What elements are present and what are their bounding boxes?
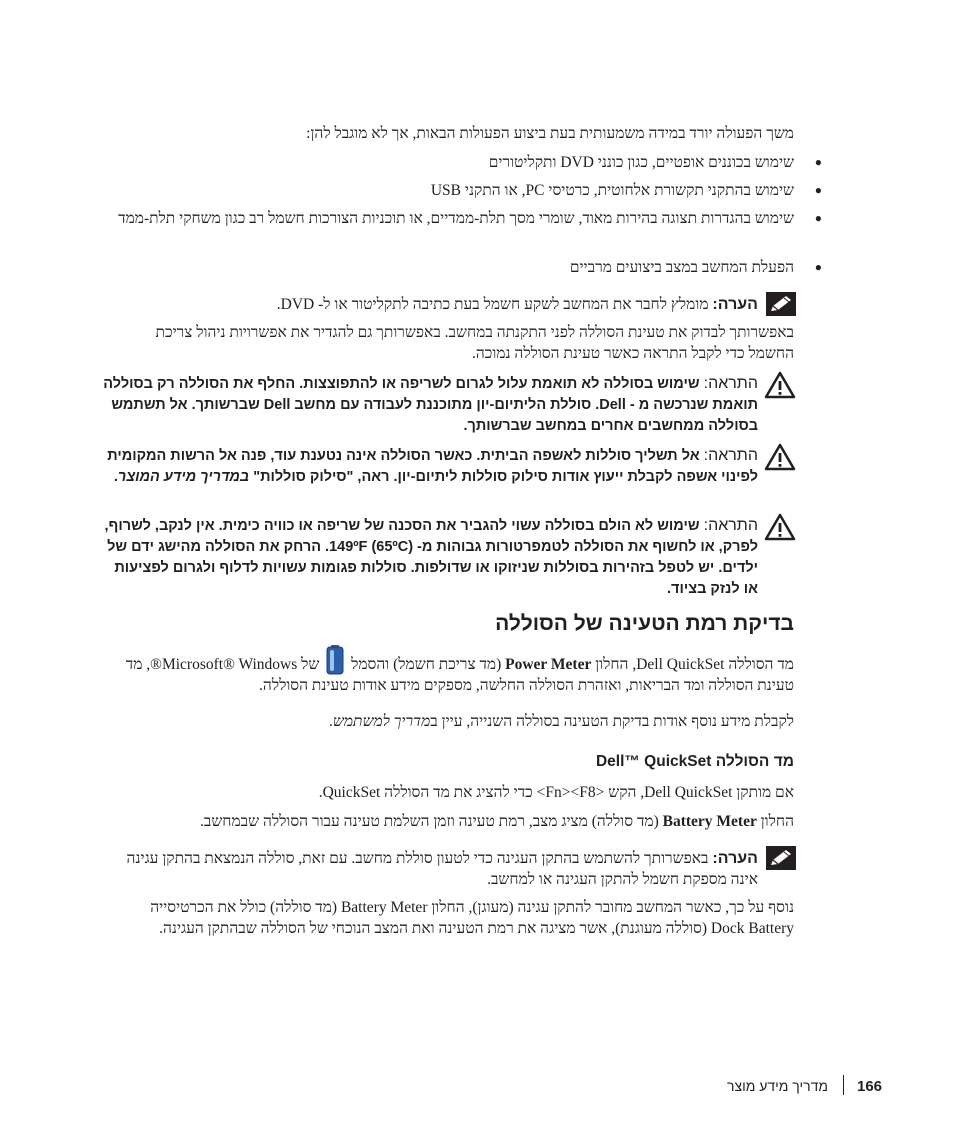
- footer-divider: [843, 1075, 844, 1095]
- note-box: [108, 294, 758, 315]
- note-text: מומלץ לחבר את המחשב לשקע חשמל בעת כתיבה לתקליטור או ל- DVD.: [276, 296, 709, 313]
- note-text: באפשרותך להשתמש בהתקן העגינה כדי לטעון סוללת מחשב. עם זאת, סוללה הנמצאת בהתקן עגינה אינה מספקת חשמל להתקן העגינה או למחשב.: [126, 850, 758, 888]
- intro-paragraph: משך הפעולה יורד במידה משמעותית בעת ביצוע הפעולות הבאות, אך לא מוגבל להן:: [306, 125, 794, 142]
- warning-box: [98, 515, 758, 600]
- more-info-paragraph: [114, 711, 794, 732]
- bullet-icon: ●: [814, 260, 822, 274]
- meter-paragraph: [114, 645, 794, 696]
- list-item: [114, 152, 822, 173]
- battery-text-a: החלון: [760, 813, 794, 830]
- note-label: הערה:: [712, 296, 758, 313]
- warning-triangle-icon: [764, 443, 796, 471]
- meter-text-d: של: [301, 656, 320, 673]
- warning-label: התראה:: [703, 375, 758, 392]
- section-heading: בדיקת רמת הטעינה של הסוללה: [495, 612, 794, 635]
- battery-icon: [326, 645, 344, 675]
- pencil-note-icon: [766, 292, 796, 316]
- warning-box: [98, 445, 758, 488]
- subsection-heading: מד הסוללה Dell™ QuickSet: [595, 753, 794, 770]
- bullet-icon: ●: [814, 155, 822, 169]
- battery-text-c: (מד סוללה) מציג מצב, רמת טעינה וזמן השלמת טעינה עבור הסוללה שבמחשב.: [199, 813, 659, 830]
- warning-end: .: [113, 469, 118, 485]
- pencil-note-icon: [766, 846, 796, 870]
- warning-label: התראה:: [703, 517, 758, 534]
- page-number: 166: [857, 1078, 883, 1095]
- list-item-text: הפעלת המחשב במצב ביצועים מרביים: [569, 259, 794, 276]
- list-item: [114, 257, 822, 278]
- note-label: הערה:: [712, 850, 758, 867]
- warning-italic-reference: במדריך מידע המוצר: [117, 469, 250, 485]
- warning-text: שימוש בסוללה לא תואמת עלול לגרום לשריפה או להתפוצצות. החלף את הסוללה רק בסוללה תואמת שנרכשה מ - Dell. סוללת הליתיום-יון מתוכננת לעבודה עם מחשב Dell שברשותך. אל תשתמש בסוללה ממחשבים אחרים במחשב שברשותך.: [103, 376, 758, 434]
- user-guide-reference: מדריך למשתמש: [332, 713, 431, 730]
- meter-text-c: (מד צריכת חשמל) והסמל: [351, 656, 502, 673]
- check-paragraph: באפשרותך לבדוק את טעינת הסוללה לפני התקנתה במחשב. באפשרותך גם להגדיר את אפשרויות ניהול צריכת החשמל כדי לקבל התראה כאשר טעינת הסוללה נמוכה.: [155, 324, 794, 362]
- list-item-text: שימוש בכוננים אופטיים, כגון כונני DVD ותקליטורים: [488, 154, 794, 171]
- quickset-paragraph: אם מותקן Dell QuickSet, הקש <Fn><F8> כדי להציג את מד הסוללה QuickSet.: [318, 784, 794, 801]
- meter-text-a: מד הסוללה Dell QuickSet, החלון: [595, 656, 794, 673]
- footer-title: מדריך מידע מוצר: [727, 1078, 828, 1094]
- note-box: [108, 848, 758, 890]
- list-item: [114, 180, 822, 201]
- page-footer: [700, 1075, 890, 1099]
- meter-text-e: Microsoft® Windows®, מד טעינת הסוללה ומד הבריאות, ואזהרת הסוללה החלשה, מספקים מידע אודות טעינת הסוללה.: [125, 656, 794, 694]
- list-item-text: שימוש בהתקני תקשורת אלחוטית, כרטיסי PC, או התקני USB: [430, 182, 794, 199]
- warning-text: שימוש לא הולם בסוללה עשוי להגביר את הסכנה של שריפה או כוויה כימית. אין לנקב, לשרוף, לפרק, או לחשוף את הסוללה לטמפרטורות גבוהות מ- (65ºC) 149ºF. הרחק את הסוללה מהישג ידם של ילדים. יש לטפל בזהירות בסוללות שניזוקו או שדולפות. סוללות פגומות עשויות לדלוף ולגרום לפציעות או לנזק בציוד.: [104, 518, 758, 597]
- warning-box: [98, 373, 758, 437]
- warning-label: התראה:: [703, 447, 758, 464]
- list-item-text: שימוש בהגדרות תצוגה בהירות מאוד, שומרי מסך תלת-ממדיים, או תוכניות הצורכות חשמל רב כגון משחקי תלת-ממד: [118, 210, 794, 227]
- battery-meter-paragraph: [114, 811, 794, 832]
- dock-paragraph: נוסף על כך, כאשר המחשב מחובר להתקן עגינה (מעוגן), החלון Battery Meter (מד סוללה) כולל את הכרטיסייה Dock Battery (סוללה מעוגנת), אשר מציגה את רמת הטעינה ואת המצב הנוכחי של הסוללה שבהתקן העגינה.: [150, 899, 794, 937]
- warning-triangle-icon: [764, 513, 796, 541]
- more-info-end: .: [329, 713, 333, 730]
- warning-triangle-icon: [764, 371, 796, 399]
- power-meter-term: Power Meter: [505, 656, 592, 673]
- more-info-text: לקבלת מידע נוסף אודות בדיקת הטעינה בסוללה השנייה, עיין ב: [430, 713, 794, 730]
- battery-meter-term: Battery Meter: [662, 813, 757, 830]
- warning-text: אל תשליך סוללות לאשפה הביתית. כאשר הסוללה אינה נטענת עוד, פנה אל הרשות המקומית לפינוי אשפה לקבלת ייעוץ אודות סילוק סוללות ליתיום-יון. ראה, "סילוק סוללות": [107, 448, 758, 485]
- bullet-icon: ●: [814, 211, 822, 225]
- list-item: [114, 208, 822, 229]
- bullet-icon: ●: [814, 183, 822, 197]
